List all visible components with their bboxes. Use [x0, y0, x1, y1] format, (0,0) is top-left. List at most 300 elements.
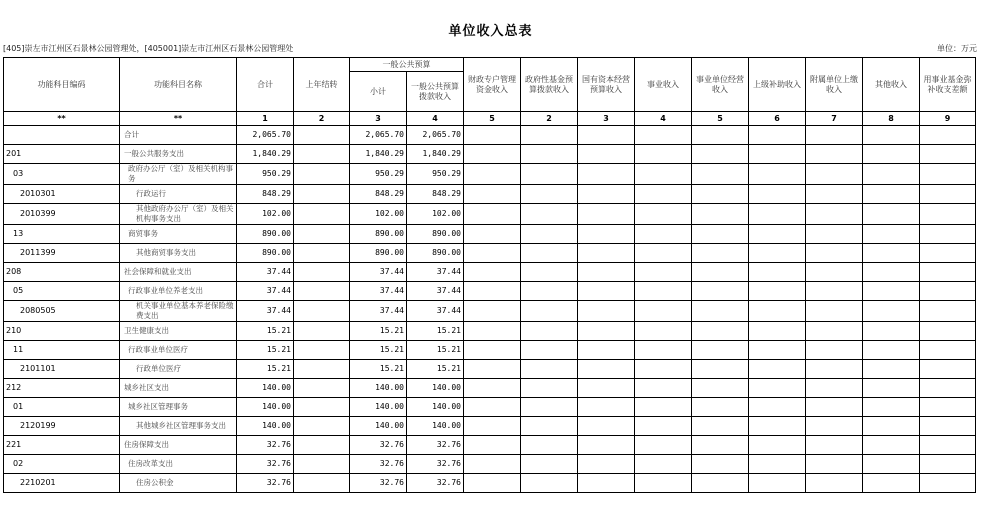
cell-empty — [464, 436, 521, 455]
cell-total: 15.21 — [237, 341, 294, 360]
cell-total: 140.00 — [237, 379, 294, 398]
cell-total: 15.21 — [237, 322, 294, 341]
cell-total: 37.44 — [237, 263, 294, 282]
cell-name: 其他政府办公厅（室）及相关机构事务支出 — [120, 204, 237, 225]
cell-empty — [749, 263, 806, 282]
cell-empty — [806, 341, 863, 360]
cell-empty — [635, 301, 692, 322]
index-cell: 7 — [806, 112, 863, 126]
table-row — [4, 282, 976, 301]
cell-subtotal: 32.76 — [350, 455, 407, 474]
cell-code — [4, 126, 120, 145]
cell-carryover — [294, 244, 350, 263]
cell-empty — [692, 301, 749, 322]
cell-empty — [806, 225, 863, 244]
cell-general-budget: 37.44 — [407, 301, 464, 322]
cell-empty — [863, 164, 920, 185]
cell-empty — [464, 322, 521, 341]
cell-empty — [635, 417, 692, 436]
table-row — [4, 436, 976, 455]
cell-subtotal: 140.00 — [350, 417, 407, 436]
cell-empty — [521, 322, 578, 341]
table-row — [4, 204, 976, 225]
cell-empty — [464, 164, 521, 185]
cell-empty — [749, 204, 806, 225]
cell-empty — [521, 436, 578, 455]
header-group-budget: 一般公共预算 — [350, 58, 464, 72]
cell-empty — [749, 398, 806, 417]
cell-total: 32.76 — [237, 436, 294, 455]
cell-empty — [635, 263, 692, 282]
cell-carryover — [294, 185, 350, 204]
cell-empty — [521, 145, 578, 164]
cell-empty — [806, 282, 863, 301]
cell-name: 住房公积金 — [120, 474, 237, 493]
cell-empty — [863, 225, 920, 244]
cell-general-budget: 15.21 — [407, 360, 464, 379]
cell-empty — [521, 225, 578, 244]
cell-empty — [920, 225, 976, 244]
cell-empty — [920, 455, 976, 474]
cell-empty — [464, 455, 521, 474]
cell-carryover — [294, 379, 350, 398]
cell-empty — [920, 360, 976, 379]
cell-empty — [692, 263, 749, 282]
cell-subtotal: 15.21 — [350, 341, 407, 360]
index-cell: 3 — [350, 112, 407, 126]
cell-name: 其他商贸事务支出 — [120, 244, 237, 263]
cell-empty — [920, 474, 976, 493]
cell-empty — [920, 398, 976, 417]
cell-code: 2080505 — [4, 301, 120, 322]
cell-empty — [635, 225, 692, 244]
header-code: 功能科目编码 — [4, 58, 120, 112]
cell-empty — [521, 474, 578, 493]
cell-empty — [635, 282, 692, 301]
table-row — [4, 164, 976, 185]
cell-empty — [749, 164, 806, 185]
cell-empty — [521, 301, 578, 322]
cell-empty — [863, 341, 920, 360]
cell-general-budget: 848.29 — [407, 185, 464, 204]
cell-empty — [920, 322, 976, 341]
cell-empty — [749, 474, 806, 493]
cell-empty — [578, 185, 635, 204]
table-row — [4, 455, 976, 474]
cell-total: 950.29 — [237, 164, 294, 185]
cell-carryover — [294, 322, 350, 341]
cell-empty — [464, 204, 521, 225]
cell-empty — [464, 263, 521, 282]
cell-empty — [806, 455, 863, 474]
cell-empty — [464, 126, 521, 145]
cell-general-budget: 890.00 — [407, 225, 464, 244]
cell-general-budget: 37.44 — [407, 263, 464, 282]
cell-code: 2120199 — [4, 417, 120, 436]
header-affiliated: 附属单位上缴收入 — [806, 58, 863, 112]
cell-empty — [749, 436, 806, 455]
cell-empty — [806, 263, 863, 282]
cell-name: 行政事业单位养老支出 — [120, 282, 237, 301]
cell-code: 221 — [4, 436, 120, 455]
cell-empty — [464, 474, 521, 493]
table-row — [4, 322, 976, 341]
cell-subtotal: 15.21 — [350, 322, 407, 341]
cell-empty — [578, 282, 635, 301]
cell-empty — [578, 322, 635, 341]
header-subsidy: 上级补助收入 — [749, 58, 806, 112]
cell-empty — [578, 244, 635, 263]
cell-empty — [806, 301, 863, 322]
cell-empty — [521, 455, 578, 474]
cell-empty — [920, 164, 976, 185]
cell-empty — [464, 301, 521, 322]
cell-empty — [578, 474, 635, 493]
cell-carryover — [294, 455, 350, 474]
cell-empty — [806, 398, 863, 417]
cell-subtotal: 15.21 — [350, 360, 407, 379]
cell-empty — [578, 436, 635, 455]
cell-empty — [521, 379, 578, 398]
cell-name: 城乡社区管理事务 — [120, 398, 237, 417]
cell-subtotal: 37.44 — [350, 263, 407, 282]
cell-empty — [749, 341, 806, 360]
table-row — [4, 225, 976, 244]
cell-empty — [635, 341, 692, 360]
cell-empty — [863, 417, 920, 436]
cell-empty — [464, 282, 521, 301]
header-business-ops: 事业单位经营收入 — [692, 58, 749, 112]
index-cell: 3 — [578, 112, 635, 126]
cell-code: 11 — [4, 341, 120, 360]
cell-name: 住房保障支出 — [120, 436, 237, 455]
cell-empty — [578, 263, 635, 282]
cell-name: 住房改革支出 — [120, 455, 237, 474]
cell-empty — [464, 360, 521, 379]
cell-empty — [920, 244, 976, 263]
cell-empty — [521, 341, 578, 360]
cell-empty — [635, 164, 692, 185]
cell-general-budget: 102.00 — [407, 204, 464, 225]
cell-total: 2,065.70 — [237, 126, 294, 145]
cell-empty — [749, 185, 806, 204]
cell-general-budget: 32.76 — [407, 455, 464, 474]
header-subtotal: 小计 — [350, 72, 407, 112]
index-cell: ** — [4, 112, 120, 126]
cell-empty — [749, 360, 806, 379]
cell-total: 32.76 — [237, 474, 294, 493]
cell-empty — [806, 474, 863, 493]
cell-empty — [692, 145, 749, 164]
table-row — [4, 301, 976, 322]
cell-empty — [749, 244, 806, 263]
cell-name: 商贸事务 — [120, 225, 237, 244]
cell-empty — [863, 301, 920, 322]
table-row — [4, 263, 976, 282]
cell-empty — [578, 379, 635, 398]
cell-empty — [863, 282, 920, 301]
cell-empty — [863, 263, 920, 282]
cell-empty — [692, 244, 749, 263]
cell-empty — [464, 417, 521, 436]
header-use-reserve: 用事业基金弥补收支差额 — [920, 58, 976, 112]
header-carryover: 上年结转 — [294, 58, 350, 112]
header-state-capital: 国有资本经营预算收入 — [578, 58, 635, 112]
cell-empty — [635, 455, 692, 474]
cell-carryover — [294, 145, 350, 164]
table-row — [4, 126, 976, 145]
cell-empty — [863, 185, 920, 204]
table-row — [4, 185, 976, 204]
cell-total: 890.00 — [237, 225, 294, 244]
cell-name: 行政运行 — [120, 185, 237, 204]
cell-empty — [863, 455, 920, 474]
cell-empty — [521, 185, 578, 204]
header-total: 合计 — [237, 58, 294, 112]
cell-empty — [806, 379, 863, 398]
header-general-budget: 一般公共预算拨款收入 — [407, 72, 464, 112]
index-cell: 2 — [521, 112, 578, 126]
cell-empty — [464, 185, 521, 204]
cell-empty — [692, 455, 749, 474]
cell-name: 合计 — [120, 126, 237, 145]
cell-code: 02 — [4, 455, 120, 474]
cell-general-budget: 32.76 — [407, 436, 464, 455]
cell-empty — [749, 145, 806, 164]
unit-label: 单位：万元 — [937, 44, 977, 53]
cell-empty — [464, 379, 521, 398]
cell-empty — [692, 379, 749, 398]
cell-empty — [635, 145, 692, 164]
cell-code: 208 — [4, 263, 120, 282]
cell-carryover — [294, 263, 350, 282]
index-cell: 4 — [407, 112, 464, 126]
cell-total: 37.44 — [237, 301, 294, 322]
cell-general-budget: 32.76 — [407, 474, 464, 493]
cell-carryover — [294, 126, 350, 145]
cell-empty — [692, 185, 749, 204]
cell-carryover — [294, 417, 350, 436]
cell-code: 2210201 — [4, 474, 120, 493]
cell-total: 32.76 — [237, 455, 294, 474]
cell-code: 2010399 — [4, 204, 120, 225]
cell-subtotal: 890.00 — [350, 225, 407, 244]
cell-empty — [806, 417, 863, 436]
cell-carryover — [294, 204, 350, 225]
cell-empty — [749, 282, 806, 301]
cell-empty — [521, 204, 578, 225]
cell-name: 一般公共服务支出 — [120, 145, 237, 164]
index-cell: 5 — [464, 112, 521, 126]
cell-code: 2101101 — [4, 360, 120, 379]
cell-empty — [521, 164, 578, 185]
cell-total: 140.00 — [237, 417, 294, 436]
cell-empty — [749, 417, 806, 436]
table-row — [4, 417, 976, 436]
index-cell: 9 — [920, 112, 976, 126]
cell-empty — [635, 204, 692, 225]
cell-empty — [521, 126, 578, 145]
cell-empty — [464, 244, 521, 263]
cell-empty — [806, 164, 863, 185]
cell-empty — [521, 417, 578, 436]
cell-code: 05 — [4, 282, 120, 301]
cell-code: 13 — [4, 225, 120, 244]
cell-name: 机关事业单位基本养老保险缴费支出 — [120, 301, 237, 322]
table-row — [4, 341, 976, 360]
cell-code: 01 — [4, 398, 120, 417]
cell-subtotal: 37.44 — [350, 301, 407, 322]
index-cell: 6 — [749, 112, 806, 126]
cell-empty — [635, 185, 692, 204]
cell-empty — [692, 282, 749, 301]
cell-total: 890.00 — [237, 244, 294, 263]
cell-empty — [920, 204, 976, 225]
cell-empty — [521, 360, 578, 379]
cell-empty — [578, 455, 635, 474]
cell-empty — [806, 360, 863, 379]
cell-empty — [578, 301, 635, 322]
cell-empty — [920, 185, 976, 204]
cell-empty — [578, 164, 635, 185]
cell-empty — [578, 417, 635, 436]
cell-subtotal: 2,065.70 — [350, 126, 407, 145]
cell-empty — [635, 244, 692, 263]
cell-name: 其他城乡社区管理事务支出 — [120, 417, 237, 436]
header-fiscal-account: 财政专户管理资金收入 — [464, 58, 521, 112]
cell-total: 102.00 — [237, 204, 294, 225]
cell-name: 城乡社区支出 — [120, 379, 237, 398]
income-summary-table — [3, 57, 976, 493]
cell-general-budget: 15.21 — [407, 322, 464, 341]
cell-name: 行政事业单位医疗 — [120, 341, 237, 360]
cell-general-budget: 950.29 — [407, 164, 464, 185]
table-row — [4, 398, 976, 417]
cell-name: 行政单位医疗 — [120, 360, 237, 379]
cell-empty — [863, 322, 920, 341]
cell-carryover — [294, 398, 350, 417]
cell-empty — [692, 164, 749, 185]
cell-empty — [635, 474, 692, 493]
cell-empty — [578, 225, 635, 244]
cell-name: 社会保障和就业支出 — [120, 263, 237, 282]
cell-total: 848.29 — [237, 185, 294, 204]
index-cell: ** — [120, 112, 237, 126]
cell-empty — [806, 126, 863, 145]
cell-subtotal: 950.29 — [350, 164, 407, 185]
cell-empty — [920, 126, 976, 145]
cell-code: 2011399 — [4, 244, 120, 263]
cell-carryover — [294, 360, 350, 379]
header-name: 功能科目名称 — [120, 58, 237, 112]
cell-code: 210 — [4, 322, 120, 341]
cell-empty — [578, 126, 635, 145]
table-row — [4, 474, 976, 493]
cell-empty — [635, 379, 692, 398]
cell-empty — [521, 244, 578, 263]
cell-empty — [635, 126, 692, 145]
cell-empty — [464, 341, 521, 360]
cell-empty — [692, 225, 749, 244]
cell-empty — [920, 417, 976, 436]
cell-empty — [749, 225, 806, 244]
cell-subtotal: 848.29 — [350, 185, 407, 204]
cell-empty — [692, 204, 749, 225]
cell-empty — [920, 263, 976, 282]
cell-name: 卫生健康支出 — [120, 322, 237, 341]
cell-empty — [920, 436, 976, 455]
cell-empty — [806, 145, 863, 164]
cell-total: 1,840.29 — [237, 145, 294, 164]
cell-subtotal: 32.76 — [350, 436, 407, 455]
cell-empty — [806, 322, 863, 341]
cell-carryover — [294, 341, 350, 360]
cell-empty — [863, 398, 920, 417]
cell-subtotal: 1,840.29 — [350, 145, 407, 164]
cell-carryover — [294, 164, 350, 185]
table-row — [4, 244, 976, 263]
cell-empty — [920, 301, 976, 322]
index-cell: 4 — [635, 112, 692, 126]
index-cell: 5 — [692, 112, 749, 126]
cell-empty — [578, 204, 635, 225]
cell-empty — [635, 398, 692, 417]
header-other: 其他收入 — [863, 58, 920, 112]
cell-empty — [692, 417, 749, 436]
cell-empty — [692, 436, 749, 455]
cell-general-budget: 37.44 — [407, 282, 464, 301]
cell-empty — [749, 455, 806, 474]
cell-empty — [863, 379, 920, 398]
cell-code: 03 — [4, 164, 120, 185]
cell-empty — [521, 398, 578, 417]
cell-empty — [863, 145, 920, 164]
cell-subtotal: 37.44 — [350, 282, 407, 301]
cell-empty — [749, 379, 806, 398]
cell-subtotal: 140.00 — [350, 379, 407, 398]
cell-carryover — [294, 474, 350, 493]
header-business: 事业收入 — [635, 58, 692, 112]
cell-empty — [578, 398, 635, 417]
index-cell: 1 — [237, 112, 294, 126]
index-row — [4, 112, 976, 126]
header-special-fund: 政府性基金预算拨款收入 — [521, 58, 578, 112]
cell-general-budget: 140.00 — [407, 398, 464, 417]
cell-general-budget: 15.21 — [407, 341, 464, 360]
cell-subtotal: 890.00 — [350, 244, 407, 263]
cell-empty — [863, 204, 920, 225]
cell-general-budget: 140.00 — [407, 379, 464, 398]
cell-empty — [806, 244, 863, 263]
index-cell: 2 — [294, 112, 350, 126]
cell-empty — [578, 341, 635, 360]
cell-empty — [521, 282, 578, 301]
cell-empty — [635, 322, 692, 341]
cell-empty — [863, 360, 920, 379]
cell-empty — [578, 145, 635, 164]
table-row — [4, 360, 976, 379]
cell-empty — [692, 474, 749, 493]
cell-empty — [464, 398, 521, 417]
cell-empty — [692, 341, 749, 360]
cell-empty — [806, 204, 863, 225]
cell-empty — [692, 398, 749, 417]
index-cell: 8 — [863, 112, 920, 126]
cell-general-budget: 1,840.29 — [407, 145, 464, 164]
table-row — [4, 379, 976, 398]
page-title: 单位收入总表 — [448, 24, 533, 39]
cell-empty — [692, 360, 749, 379]
